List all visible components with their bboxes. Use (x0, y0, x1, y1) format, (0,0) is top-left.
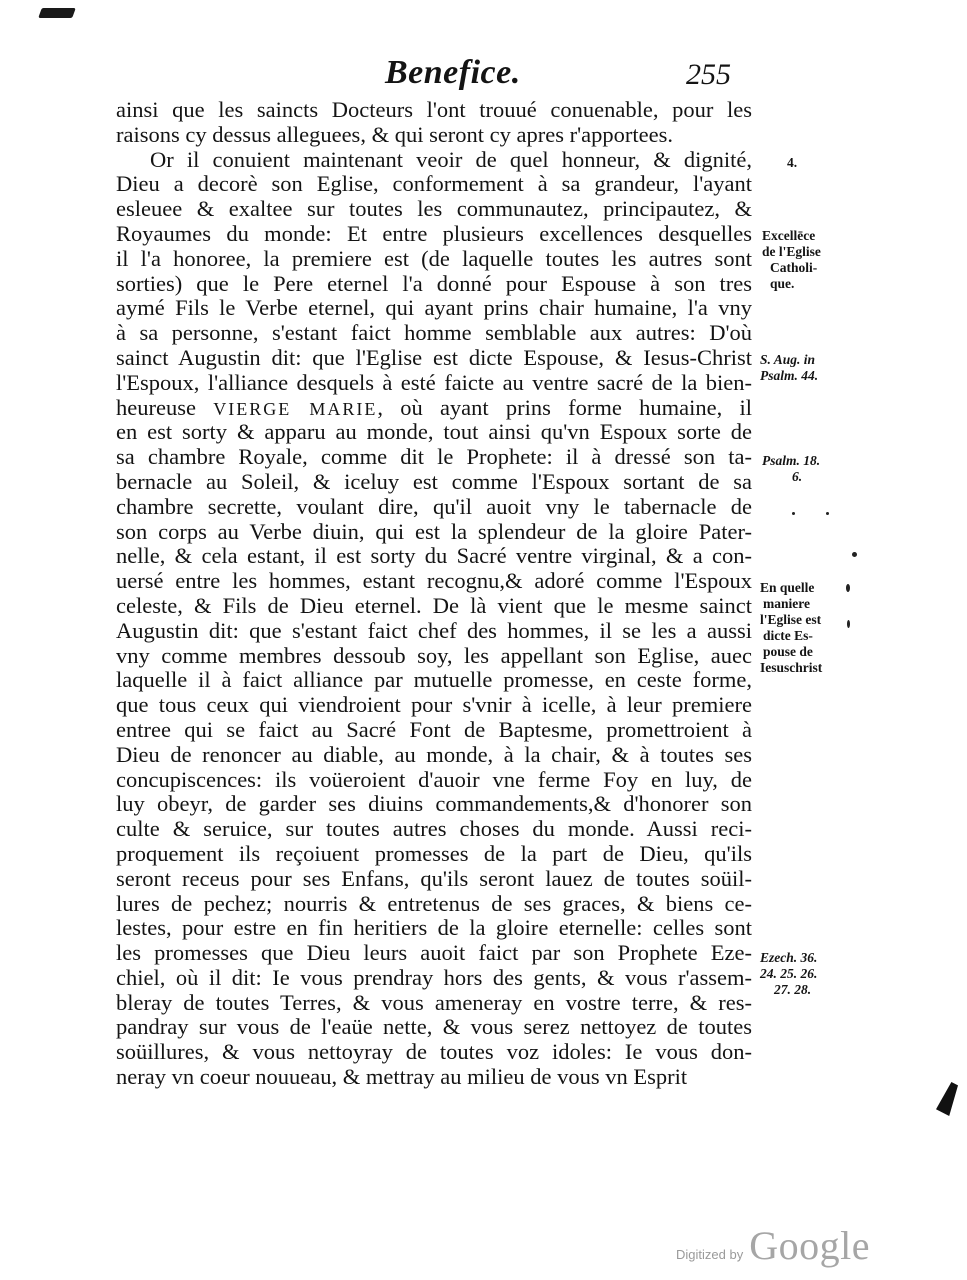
text-line: à sa personne, s'estant faict homme semblable aux autres: D'où (116, 321, 752, 346)
margin-line: Catholi- (770, 260, 818, 275)
text-line: seront receus pour ses Enfans, qu'ils seront lauez de toutes soüil- (116, 866, 752, 891)
margin-line: de l'Eglise (762, 244, 821, 259)
text-line: uersé entre les hommes, estant recognu,& adoré comme l'Espoux (116, 569, 752, 594)
margin-line: Psalm. 18. (762, 453, 821, 468)
margin-line: S. Aug. in (760, 352, 816, 367)
text-line: bernacle au Soleil, & iceluy est comme l'Espoux sortant de sa (116, 469, 752, 494)
scan-edge-mark (936, 1082, 958, 1116)
running-head: Benefice. (385, 54, 521, 91)
text-line: neray vn coeur nouueau, & mettray au milieu de vous vn Esprit (116, 1065, 688, 1090)
margin-line: Iesuschrist (760, 660, 823, 675)
ink-speck (826, 512, 829, 515)
margin-line: que. (770, 276, 795, 291)
text-line: vny comme membres dessoub soy, les appellant son Eglise, auec (116, 643, 752, 668)
text-line: entree qui se faict au Sacré Font de Baptesme, promettroient à (116, 717, 752, 742)
text-line: heureuse VIERGE MARIE, où ayant prins forme humaine, il (116, 395, 752, 420)
text-line: les promesses que Dieu leurs auoit faict par son Prophete Eze- (116, 941, 752, 966)
text-line: que tous ceux qui viendroient pour s'vnir à icelle, à leur premiere (116, 693, 752, 718)
margin-note-ezechiel (760, 950, 817, 998)
ink-speck (852, 552, 857, 557)
digitized-by-google-watermark (676, 1222, 870, 1269)
margin-line: Psalm. 44. (760, 368, 819, 383)
text-line: son corps au Verbe diuin, qui est la splendeur de la gloire Pater- (116, 519, 752, 544)
text-line: concupiscences: ils voüeroient d'auoir vne ferme Foy en luy, de (116, 767, 752, 792)
text-line: Dieu de renoncer au diable, au monde, à la chair, & à toutes ses (116, 742, 752, 767)
text-line: sa chambre Royale, comme dit le Prophete: il à dressé son ta- (116, 445, 752, 470)
margin-note-number: 4. (787, 155, 798, 170)
text-line: proquement ils reçoiuent promesses de la part de Dieu, qu'ils (116, 841, 752, 866)
text-line: culte & seruice, sur toutes autres choses du monde. Aussi reci- (116, 817, 752, 842)
text-line: celeste, & Fils de Dieu eternel. De là vient que le mesme sainct (116, 593, 752, 618)
margin-line: Ezech. 36. (760, 950, 818, 965)
text-line: sainct Augustin dit: que l'Eglise est dicte Espouse, & Iesus-Christ (116, 345, 752, 370)
text-line: aymé Fils le Verbe eternel, qui ayant prins chair humaine, l'a vny (116, 296, 752, 321)
text-line: raisons cy dessus alleguees, & qui seront cy apres r'apportees. (116, 122, 674, 147)
margin-line: 6. (792, 469, 803, 484)
text-line: lestes, pour estre en fin heritiers de la gloire eternelle: celles sont (116, 916, 752, 941)
text-line: Dieu a decorè son Eglise, conformement à sa grandeur, l'ayant (116, 172, 752, 197)
text-line: esleuee & exaltee sur toutes les communautez, principautez, & (116, 197, 752, 222)
text-line: luy obeyr, de garder ses diuins commandements,& d'honorer son (116, 792, 752, 817)
margin-line: Excellēce (762, 228, 816, 243)
margin-line: pouse de (763, 644, 813, 659)
margin-line: maniere (763, 596, 810, 611)
margin-note-excellence (762, 228, 821, 292)
text-line: chiel, où il dit: Ie vous prendray hors des gents, & vous r'assem- (116, 965, 752, 990)
text-line: il l'a honoree, la premiere est (de laquelle toutes les autres sont (116, 246, 752, 271)
text-line: Augustin dit: que s'estant faict chef des hommes, il se les a aussi (116, 618, 752, 643)
margin-note-maniere (760, 580, 822, 676)
body-text (116, 98, 752, 1090)
margin-line: 27. 28. (774, 982, 812, 997)
margin-line: 24. 25. 26. (760, 966, 818, 981)
margin-note-augustin (760, 352, 818, 384)
text-line: chambre secrette, voulant dire, qu'il auoit vny le tabernacle de (116, 494, 752, 519)
scan-corner-mark (38, 8, 76, 18)
ink-speck (846, 584, 850, 592)
google-logo: Google (749, 1223, 870, 1268)
text-line: ainsi que les saincts Docteurs l'ont trouué conuenable, pour les (116, 98, 752, 122)
digitized-by-label: Digitized by (676, 1247, 744, 1262)
text-line: sorties) que le Pere eternel l'a donné pour Espouse à son tres (116, 271, 752, 296)
text-line: laquelle il à faict alliance par mutuelle promesse, en ceste forme, (116, 668, 752, 693)
page-number: 255 (686, 58, 731, 91)
ink-speck (792, 512, 795, 515)
text-line: nelle, & cela estant, il est sorty du Sacré ventre virginal, & a con- (116, 544, 752, 569)
text-line: l'Espoux, l'alliance desquels à esté faicte au ventre sacré de la bien- (116, 370, 752, 395)
text-line: Royaumes du monde: Et entre plusieurs excellences desquelles (116, 221, 752, 246)
text-line: Or il conuient maintenant veoir de quel honneur, & dignité, (150, 147, 752, 172)
text-line: soüillures, & vous nettoyray de toutes voz idoles: Ie vous don- (116, 1040, 752, 1065)
margin-note-psalm (762, 453, 820, 485)
text-line: en est sorty & apparu au monde, tout ainsi qu'vn Espoux sorte de (116, 420, 752, 445)
margin-line: En quelle (760, 580, 815, 595)
text-line: bleray de toutes Terres, & vous ameneray en vostre terre, & res- (116, 990, 752, 1015)
ink-speck (847, 620, 850, 628)
text-line: lures de pechez; nourris & entretenus de ses graces, & biens ce- (116, 891, 752, 916)
text-line: pandray sur vous de l'eaüe nette, & vous serez nettoyez de toutes (116, 1015, 752, 1040)
margin-line: l'Eglise est (760, 612, 822, 627)
margin-line: dicte Es- (763, 628, 813, 643)
